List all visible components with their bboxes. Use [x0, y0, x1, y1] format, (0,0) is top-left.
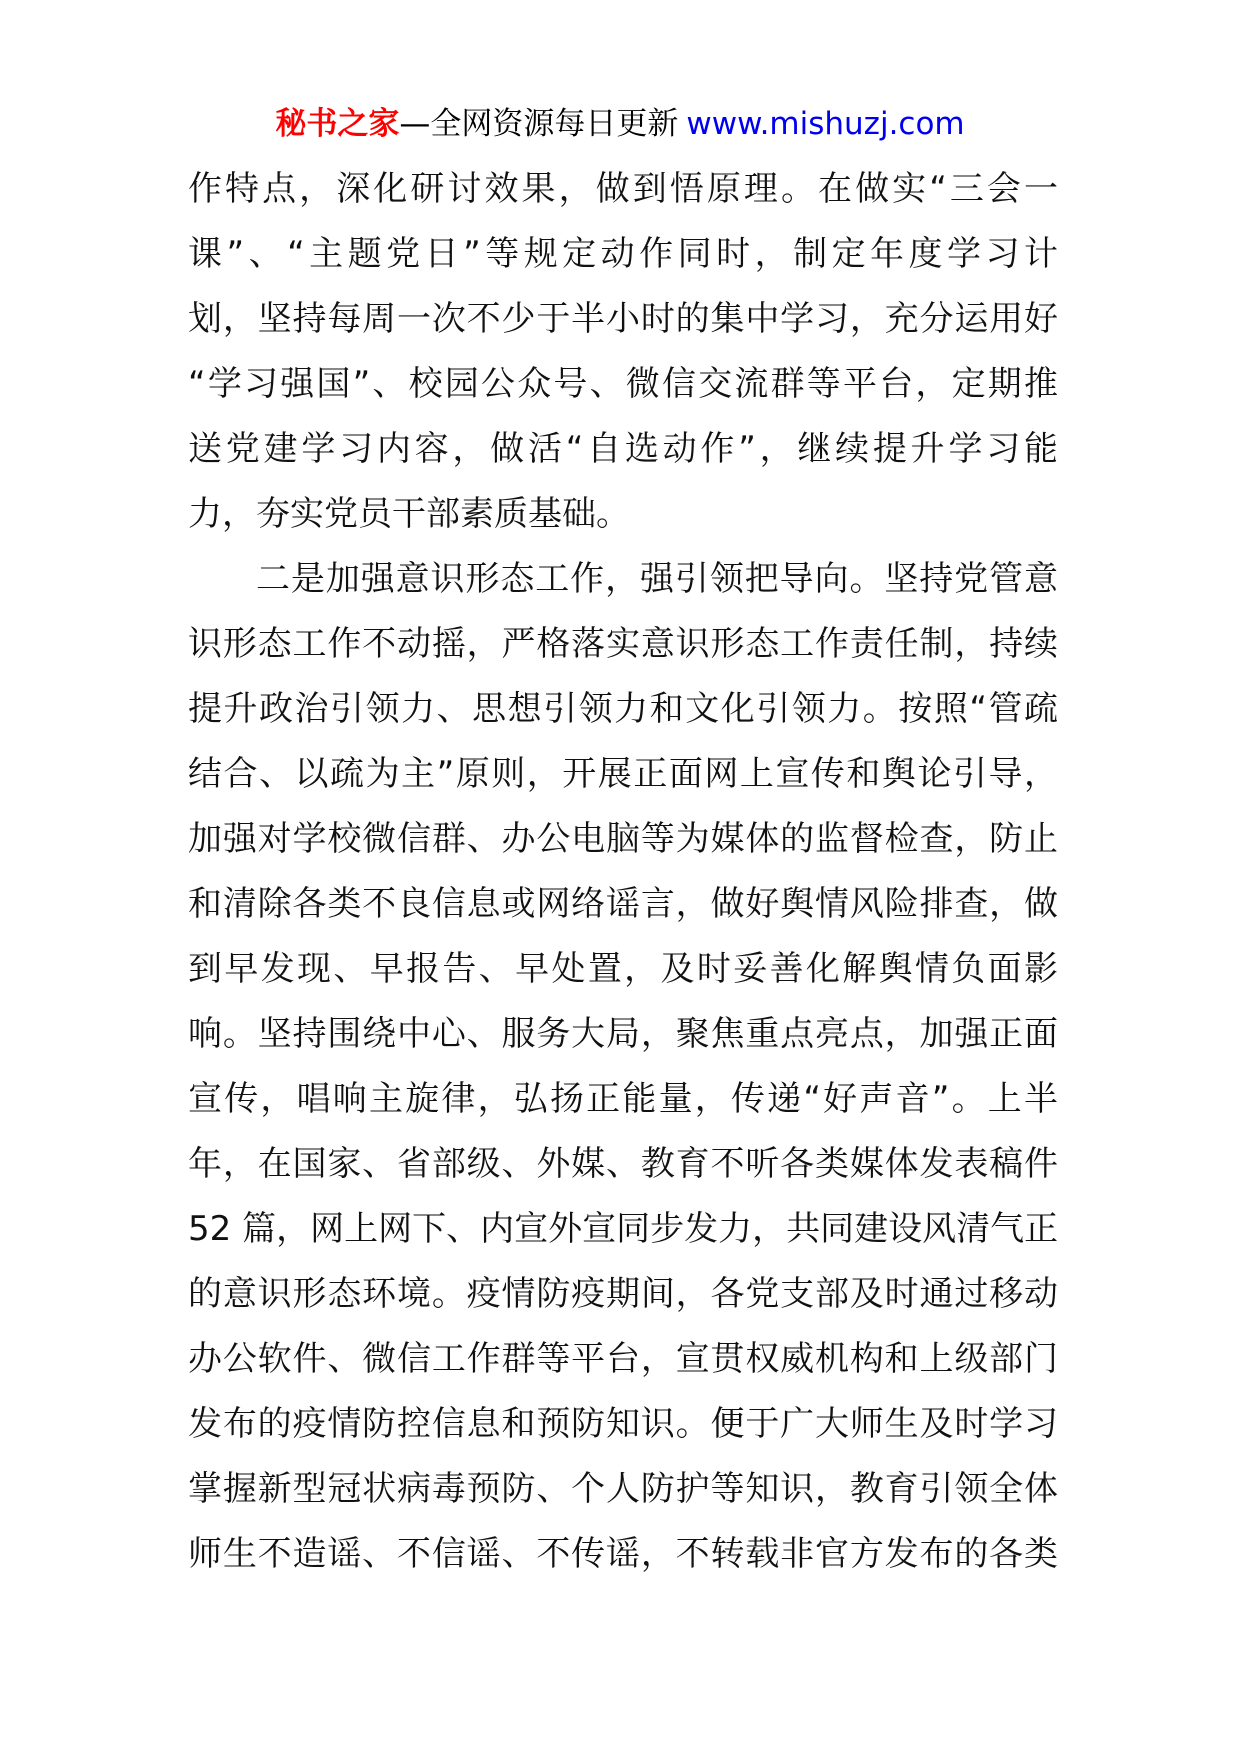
text-line: “学习强国”、校园公众号、微信交流群等平台，定期推 — [188, 364, 1058, 404]
text-line: 办公软件、微信工作群等平台，宣贯权威机构和上级部门 — [188, 1339, 1058, 1379]
site-url-link[interactable]: www.mishuzj.com — [686, 106, 965, 142]
text-line: 响。坚持围绕中心、服务大局，聚焦重点亮点，加强正面 — [188, 1014, 1058, 1054]
text-line: 师生不造谣、不信谣、不传谣，不转载非官方发布的各类 — [188, 1534, 1058, 1574]
text-line: 二是加强意识形态工作，强引领把导向。坚持党管意 — [256, 559, 1058, 599]
site-header — [0, 104, 1240, 144]
document-body — [188, 166, 1058, 1596]
text-line: 和清除各类不良信息或网络谣言，做好舆情风险排查，做 — [188, 884, 1058, 924]
text-line: 课”、“主题党日”等规定动作同时，制定年度学习计 — [188, 234, 1058, 274]
text-line: 作特点，深化研讨效果，做到悟原理。在做实“三会一 — [188, 169, 1058, 209]
text-line: 力，夯实党员干部素质基础。 — [188, 494, 630, 534]
text-line: 提升政治引领力、思想引领力和文化引领力。按照“管疏 — [188, 689, 1058, 729]
text-line: 送党建学习内容，做活“自选动作”，继续提升学习能 — [188, 429, 1058, 469]
site-tagline: —全网资源每日更新 — [399, 106, 679, 142]
text-line: 发布的疫情防控信息和预防知识。便于广大师生及时学习 — [188, 1404, 1058, 1444]
text-line: 加强对学校微信群、办公电脑等为媒体的监督检查，防止 — [188, 819, 1058, 859]
paragraph-2 — [188, 556, 1058, 1596]
text-line: 到早发现、早报告、早处置，及时妥善化解舆情负面影 — [188, 949, 1058, 989]
text-line: 年，在国家、省部级、外媒、教育不听各类媒体发表稿件 — [188, 1144, 1058, 1184]
text-line: 结合、以疏为主”原则，开展正面网上宣传和舆论引导， — [188, 754, 1058, 794]
site-brand: 秘书之家 — [275, 106, 400, 142]
paragraph-1 — [188, 166, 1058, 556]
text-line: 划，坚持每周一次不少于半小时的集中学习，充分运用好 — [188, 299, 1058, 339]
text-line: 识形态工作不动摇，严格落实意识形态工作责任制，持续 — [188, 624, 1058, 664]
text-line: 52 篇，网上网下、内宣外宣同步发力，共同建设风清气正 — [188, 1209, 1059, 1249]
text-line: 宣传，唱响主旋律，弘扬正能量，传递“好声音”。上半 — [188, 1079, 1058, 1119]
text-line: 掌握新型冠状病毒预防、个人防护等知识，教育引领全体 — [188, 1469, 1058, 1509]
text-line: 的意识形态环境。疫情防疫期间，各党支部及时通过移动 — [188, 1274, 1058, 1314]
